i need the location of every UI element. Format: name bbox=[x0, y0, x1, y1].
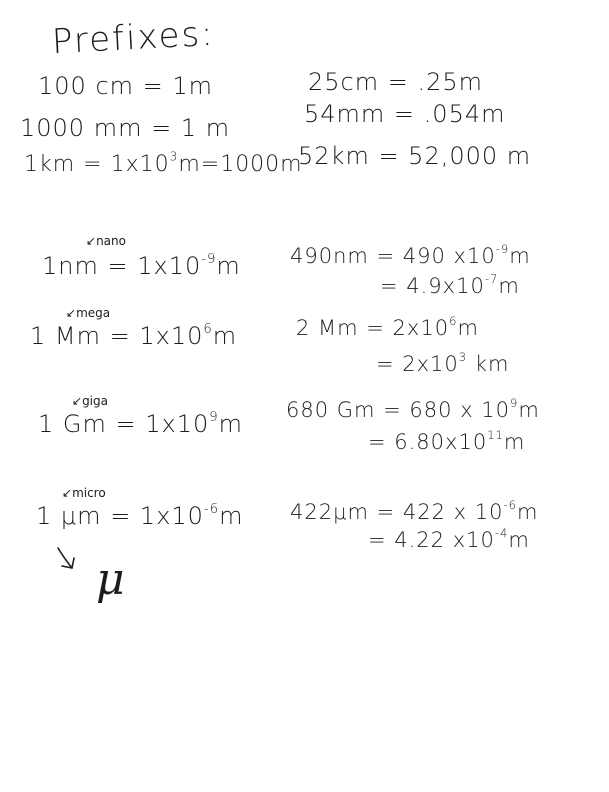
definition-rhs-post: m bbox=[216, 252, 241, 280]
definition-rhs-pre: = 1x10 bbox=[115, 410, 210, 438]
micro-symbol: μ bbox=[96, 554, 125, 605]
definition-rhs-post: m bbox=[218, 410, 244, 438]
example-micro-line-1: 422μm = 422 x $10^{-6}m$ bbox=[290, 498, 539, 524]
example-giga-line-2: = $6.80x10^{11}m$ bbox=[368, 428, 526, 454]
example-cm: 25cm = .25m bbox=[308, 68, 484, 96]
definition-micro bbox=[36, 502, 243, 530]
definition-nano bbox=[42, 252, 241, 280]
conversion-lhs: 1000 mm bbox=[20, 114, 143, 142]
example-nano-line-1: 490nm = 490 $x10^{-9}m$ bbox=[290, 242, 531, 268]
example-micro-line-2: = 4.22 $x10^{-4}m$ bbox=[368, 526, 530, 552]
definition-exponent: -6 bbox=[203, 501, 220, 517]
example-mega-line-1: 2 $Mm = 2x10^6m$ bbox=[296, 314, 479, 340]
conversion-lhs: 1km bbox=[24, 152, 76, 177]
page-title: Prefixes: bbox=[51, 13, 216, 63]
conversion-eq: = bbox=[151, 114, 173, 142]
conversion-cm-to-m bbox=[38, 72, 213, 100]
conversion-km-to-m bbox=[24, 149, 303, 177]
conversion-eq: = bbox=[83, 152, 103, 177]
conversion-rhs-pre: 1x10 bbox=[110, 152, 170, 177]
example-km: 52km = 52,000 m bbox=[298, 142, 532, 170]
definition-giga bbox=[38, 410, 243, 438]
definition-rhs-pre: = 1x10 bbox=[109, 322, 204, 350]
conversion-rhs: 1m bbox=[172, 72, 214, 100]
definition-exponent: 9 bbox=[209, 409, 219, 425]
arrow-down-left-icon bbox=[54, 544, 84, 574]
example-giga-line-1: 680 Gm = 680 x $10^9m$ bbox=[286, 396, 540, 422]
definition-rhs-pre: = 1x10 bbox=[107, 252, 202, 280]
prefix-label-giga: ↙giga bbox=[72, 394, 108, 408]
conversion-mm-to-m bbox=[20, 114, 230, 142]
example-mm: 54mm = .054m bbox=[304, 100, 506, 128]
conversion-eq: = bbox=[142, 72, 164, 100]
definition-exponent: -9 bbox=[201, 251, 217, 267]
definition-rhs-post: m bbox=[219, 502, 244, 530]
definition-lhs: 1 μm bbox=[36, 502, 102, 530]
definition-rhs-pre: = 1x10 bbox=[110, 502, 204, 530]
conversion-rhs-exponent: 3 bbox=[169, 149, 179, 164]
definition-lhs: 1 Gm bbox=[38, 410, 107, 438]
definition-lhs: 1 Mm bbox=[30, 322, 101, 350]
conversion-rhs: 1 m bbox=[180, 114, 231, 142]
definition-rhs-post: m bbox=[212, 322, 238, 350]
definition-lhs: 1nm bbox=[42, 252, 99, 280]
conversion-lhs: 100 cm bbox=[38, 72, 135, 100]
example-nano-line-2: = $4.9x10^{-7}m$ bbox=[380, 272, 520, 298]
conversion-rhs-post: m=1000m bbox=[178, 152, 303, 177]
example-mega-line-2: = $2x10^3$ km bbox=[376, 350, 510, 376]
prefix-label-micro: ↙micro bbox=[62, 486, 106, 500]
prefix-label-nano: ↙nano bbox=[86, 234, 126, 248]
prefix-label-mega: ↙mega bbox=[66, 306, 111, 320]
definition-exponent: 6 bbox=[203, 321, 213, 337]
definition-mega bbox=[30, 322, 237, 350]
